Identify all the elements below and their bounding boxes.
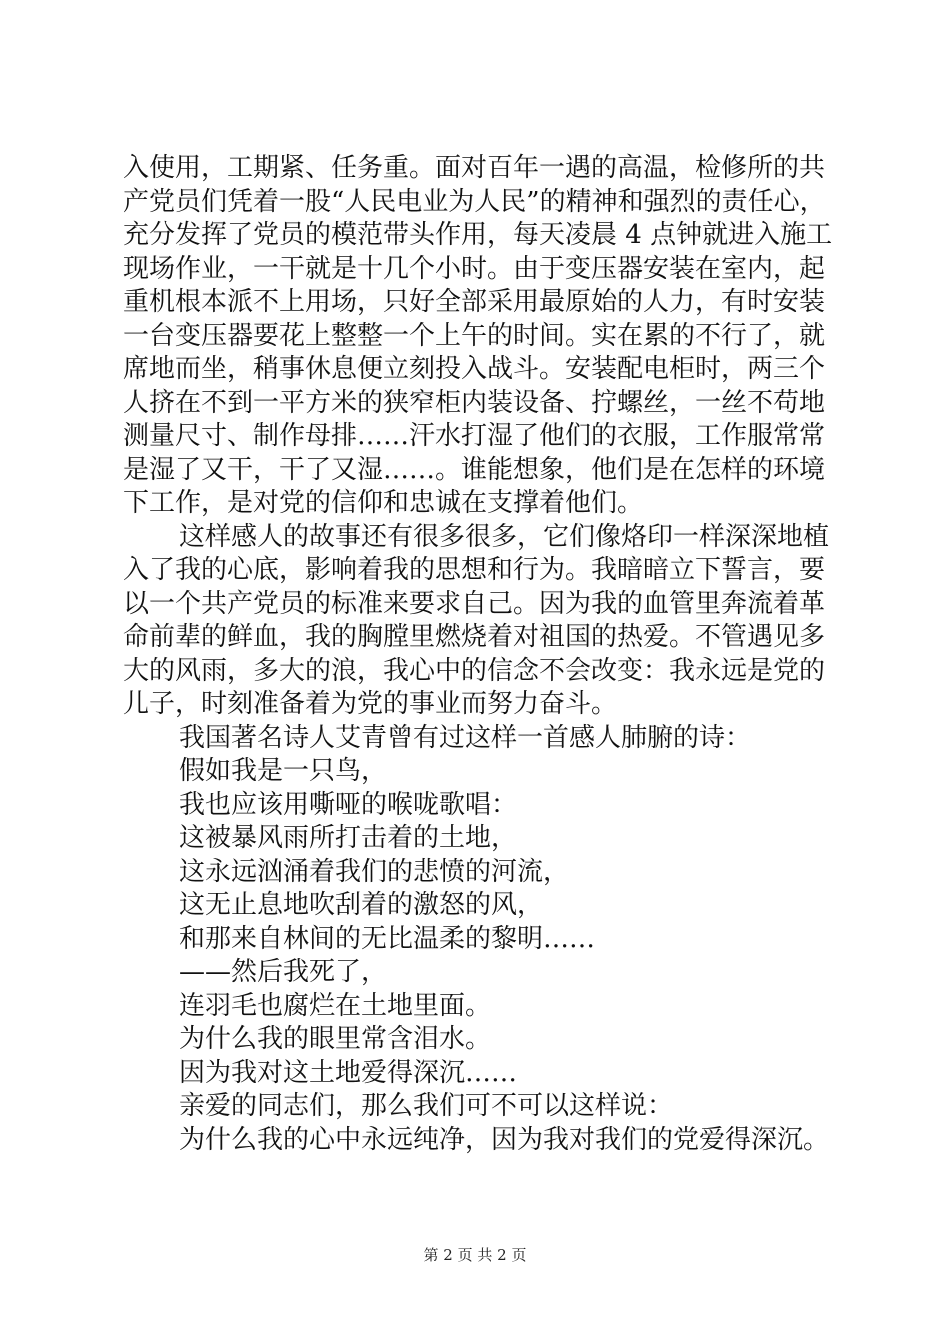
poem-line: 连羽毛也腐烂在土地里面。 <box>179 990 492 1021</box>
paragraph-1-line: 测量尺寸、制作母排……汗水打湿了他们的衣服，工作服常常 <box>123 421 826 451</box>
paragraph-2-line: 以一个共产党员的标准来要求自己。因为我的血管里奔流着革 <box>123 588 826 619</box>
poem-line: 我也应该用嘶哑的喉咙歌唱： <box>179 789 518 820</box>
paragraph-2-line: 大的风雨，多大的浪，我心中的信念不会改变：我永远是党的 <box>123 655 826 686</box>
page-number-label: 第 2 页 共 2 页 <box>423 1246 527 1264</box>
paragraph-1-line: 入使用，工期紧、任务重。面对百年一遇的高温，检修所的共 <box>123 153 826 183</box>
paragraph-1-line: 人挤在不到一平方米的狭窄柜内装设备、拧螺丝，一丝不苟地 <box>123 387 826 418</box>
paragraph-1-line: 产党员们凭着一股“人民电业为人民”的精神和强烈的责任心， <box>123 186 826 217</box>
closing-line: 为什么我的心中永远纯净，因为我对我们的党爱得深沉。 <box>179 1124 830 1155</box>
closing-line: 亲爱的同志们，那么我们可不可以这样说： <box>179 1091 674 1121</box>
paragraph-1-line: 重机根本派不上用场，只好全部采用最原始的人力，有时安装 <box>123 287 826 317</box>
paragraph-1-line: 一台变压器要花上整整一个上午的时间。实在累的不行了，就 <box>123 320 826 351</box>
paragraph-1-line: 下工作，是对党的信仰和忠诚在支撑着他们。 <box>123 488 644 518</box>
paragraph-2-line: 这样感人的故事还有很多很多，它们像烙印一样深深地植 <box>179 521 830 552</box>
paragraph-2-line: 入了我的心底，影响着我的思想和行为。我暗暗立下誓言，要 <box>123 555 826 585</box>
paragraph-1-line: 是湿了又干，干了又湿……。谁能想象，他们是在怎样的环境 <box>123 454 826 485</box>
poem-line: ——然后我死了， <box>179 957 388 987</box>
poem-line: 这永远汹涌着我们的悲愤的河流， <box>179 856 570 887</box>
paragraph-2-line: 命前辈的鲜血，我的胸膛里燃烧着对祖国的热爱。不管遇见多 <box>123 622 826 652</box>
poem-line: 这被暴风雨所打击着的土地， <box>179 823 518 853</box>
page-footer <box>0 1245 950 1265</box>
poem-line: 为什么我的眼里常含泪水。 <box>179 1024 492 1054</box>
paragraph-2-line: 儿子，时刻准备着为党的事业而努力奋斗。 <box>123 689 618 719</box>
poem-intro: 我国著名诗人艾青曾有过这样一首感人肺腑的诗： <box>179 722 752 753</box>
paragraph-1-line: 充分发挥了党员的模范带头作用，每天凌晨 4 点钟就进入施工 <box>123 220 833 250</box>
poem-line: 这无止息地吹刮着的激怒的风， <box>179 890 544 920</box>
paragraph-1-line: 现场作业，一干就是十几个小时。由于变压器安装在室内，起 <box>123 253 826 284</box>
poem-line: 假如我是一只鸟， <box>179 756 388 786</box>
paragraph-1-line: 席地而坐，稍事休息便立刻投入战斗。安装配电柜时，两三个 <box>123 354 826 384</box>
document-body <box>123 152 835 1157</box>
poem-line: 因为我对这土地爱得深沉…… <box>179 1057 518 1088</box>
poem-line: 和那来自林间的无比温柔的黎明…… <box>179 923 596 954</box>
